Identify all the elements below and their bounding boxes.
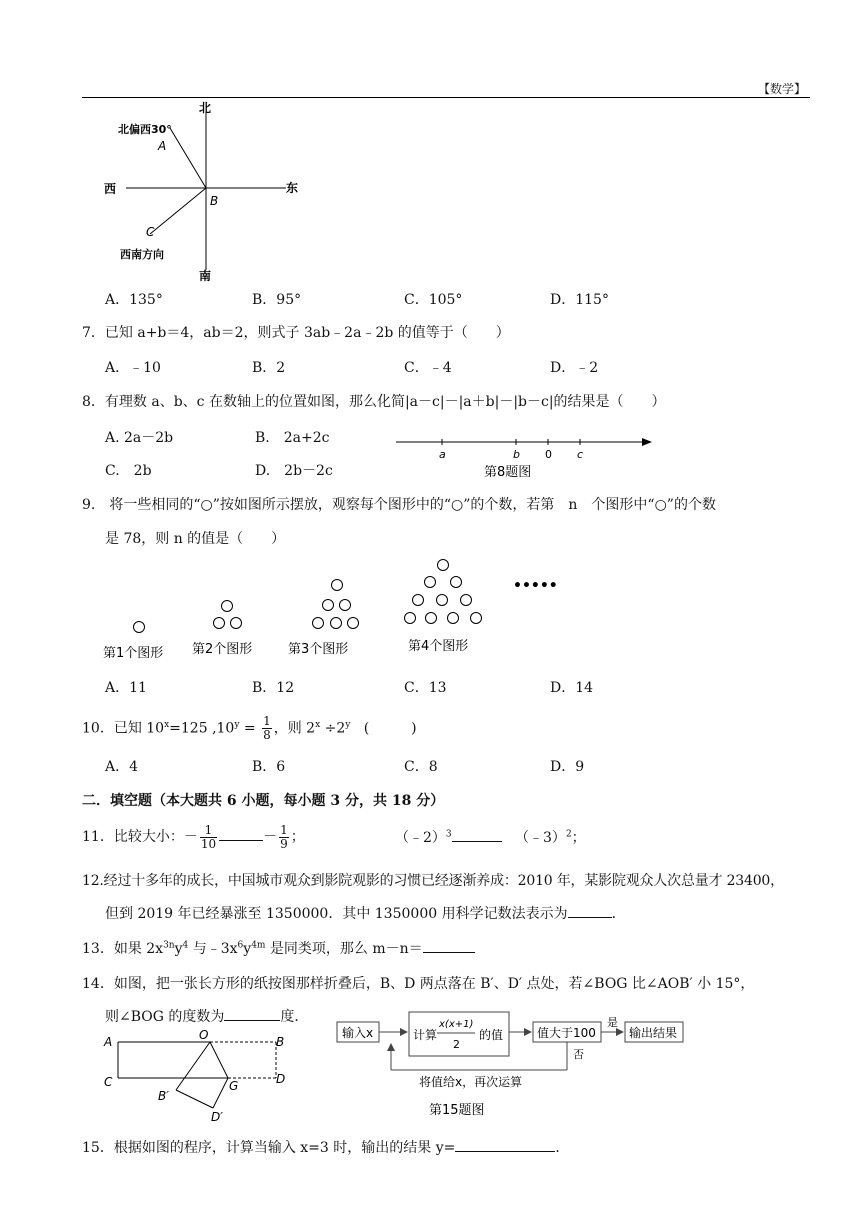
flow-calc-den: 2 — [453, 1038, 460, 1051]
q9-option-a: A．11 — [105, 680, 147, 696]
flow-calc-prefix: 计算 — [413, 1028, 438, 1042]
q8-option-b: B. 2a+2c — [255, 430, 330, 446]
west-label: 西 — [104, 182, 117, 196]
point-b-label: B — [210, 194, 219, 208]
q13-stem: 13．如果 $2x^{3n}y^4$ 与$﹣3x^6y^{4m}$ 是同类项，那么 m－n＝ — [82, 938, 475, 958]
flow-output: 输出结果 — [629, 1026, 678, 1040]
flow-calc-suffix: 的值 — [479, 1028, 504, 1042]
south-label: 南 — [199, 269, 212, 282]
q10-option-a: A．4 — [105, 759, 139, 775]
flow-input: 输入x — [342, 1026, 374, 1040]
fold-c-label: C — [104, 1075, 113, 1089]
fold-b1-label: B′ — [158, 1089, 169, 1103]
q7-option-d: D．﹣2 — [550, 360, 599, 376]
fold-b-label: B — [276, 1035, 285, 1049]
fold-o-label: O — [199, 1030, 209, 1042]
axis-a-label: a — [439, 448, 446, 461]
circle-pattern-figure — [95, 555, 565, 663]
q15-stem: 15．根据如图的程序，计算当输入 x=3 时，输出的结果 y= ． — [82, 1137, 569, 1157]
flow-calc-num: x(x+1) — [439, 1019, 474, 1030]
compass-figure — [100, 100, 310, 282]
fold-a-label: A — [104, 1035, 113, 1049]
q10-option-c: C．8 — [404, 759, 438, 775]
q12-line1: 12.经过十多年的成长，中国城市观众到影院观影的习惯已经逐渐养成：2010 年，某影院观众人次总量才 23400， — [82, 873, 784, 889]
q8-stem: 8．有理数 a、b、c 在数轴上的位置如图，那么化简|a－c|－|a＋b|－|b－c|的结果是（ ） — [82, 394, 666, 410]
q6-option-a: A．135° — [105, 292, 163, 308]
q8-option-d: D. 2b－2c — [255, 463, 333, 479]
q9-stem-line2: 是 78，则 n 的值是（ ） — [105, 531, 286, 547]
q9-option-b: B．12 — [252, 680, 295, 696]
subject-header: 【数学】 — [757, 82, 806, 96]
nw30-label: 北偏西30° — [118, 123, 172, 136]
q9-option-c: C．13 — [404, 680, 447, 696]
fig8-caption: 第8题图 — [484, 465, 532, 480]
q8-option-a: A. 2a－2b — [105, 430, 174, 446]
point-c-label: C — [146, 225, 155, 239]
fig15-caption: 第15题图 — [429, 1103, 485, 1118]
fig1-label: 第1个图形 — [103, 646, 164, 661]
q10-stem: 10．已知 $10^x=125$ $,10^y$ = $\frac{1}{8}$ ，则 $2^x \div 2^y$ ( ) — [82, 714, 417, 743]
q7-stem: 7．已知 a+b＝4，ab＝2，则式子 3ab﹣2a﹣2b 的值等于（ ） — [82, 325, 510, 341]
q14-line2: 则∠BOG 的度数为 度． — [105, 1006, 308, 1026]
flow-loop: 将值给x，再次运算 — [419, 1075, 523, 1089]
axis-c-label: c — [577, 448, 584, 461]
q10-option-b: B．6 — [252, 759, 286, 775]
ellipsis: ••••• — [513, 578, 558, 594]
flow-cond: 值大于100 — [537, 1026, 596, 1040]
q6-option-d: D．115° — [550, 292, 609, 308]
q7-option-c: C．﹣4 — [404, 360, 452, 376]
sw-label: 西南方向 — [120, 248, 164, 261]
q12-line2: 但到 2019 年已经暴涨至 1350000．其中 1350000 用科学记数法表示为 ． — [105, 903, 626, 923]
fig4-label: 第4个图形 — [408, 639, 469, 654]
q9-stem-line1: 9. 将一些相同的“○”按如图所示摆放，观察每个图形中的“○”的个数，若第 n 个图形中“○”的个数 — [82, 497, 716, 513]
point-a-label: A — [158, 139, 167, 153]
east-label: 东 — [286, 181, 299, 195]
section2-title: 二．填空题（本大题共 6 小题，每小题 3 分，共 18 分） — [82, 793, 445, 809]
north-label: 北 — [199, 101, 212, 115]
q9-option-d: D．14 — [550, 680, 594, 696]
q10-option-d: D．9 — [550, 759, 585, 775]
q7-option-b: B．2 — [252, 360, 286, 376]
q8-option-c: C. 2b — [105, 463, 152, 479]
axis-zero-label: 0 — [545, 448, 552, 461]
q11-stem: 11．比较大小：－ $\frac{1}{10}$ － $\frac{1}{9}$ ； — [82, 822, 305, 851]
axis-b-label: b — [513, 448, 520, 461]
q6-option-c: C．105° — [404, 292, 463, 308]
q7-option-a: A．﹣10 — [105, 360, 161, 376]
fold-d1-label: D′ — [211, 1110, 223, 1124]
header-rule — [82, 97, 810, 98]
flow-no: 否 — [573, 1048, 584, 1061]
number-line-figure — [392, 430, 657, 480]
q6-option-b: B．95° — [252, 292, 302, 308]
q14-line1: 14．如图，把一张长方形的纸按图那样折叠后，B、D 两点落在 B′、D′ 点处，若∠BOG 比∠AOB′ 小 15°， — [82, 976, 755, 992]
fig2-label: 第2个图形 — [192, 642, 253, 657]
fold-d-label: D — [276, 1072, 286, 1086]
flowchart-figure — [333, 1010, 693, 1120]
fold-g-label: G — [229, 1079, 239, 1093]
q11-power-compare: （﹣2）$^3$ （﹣3）$^2$； — [395, 827, 586, 847]
fold-figure — [100, 1030, 300, 1125]
fig3-label: 第3个图形 — [288, 642, 349, 657]
flow-yes: 是 — [607, 1016, 618, 1029]
